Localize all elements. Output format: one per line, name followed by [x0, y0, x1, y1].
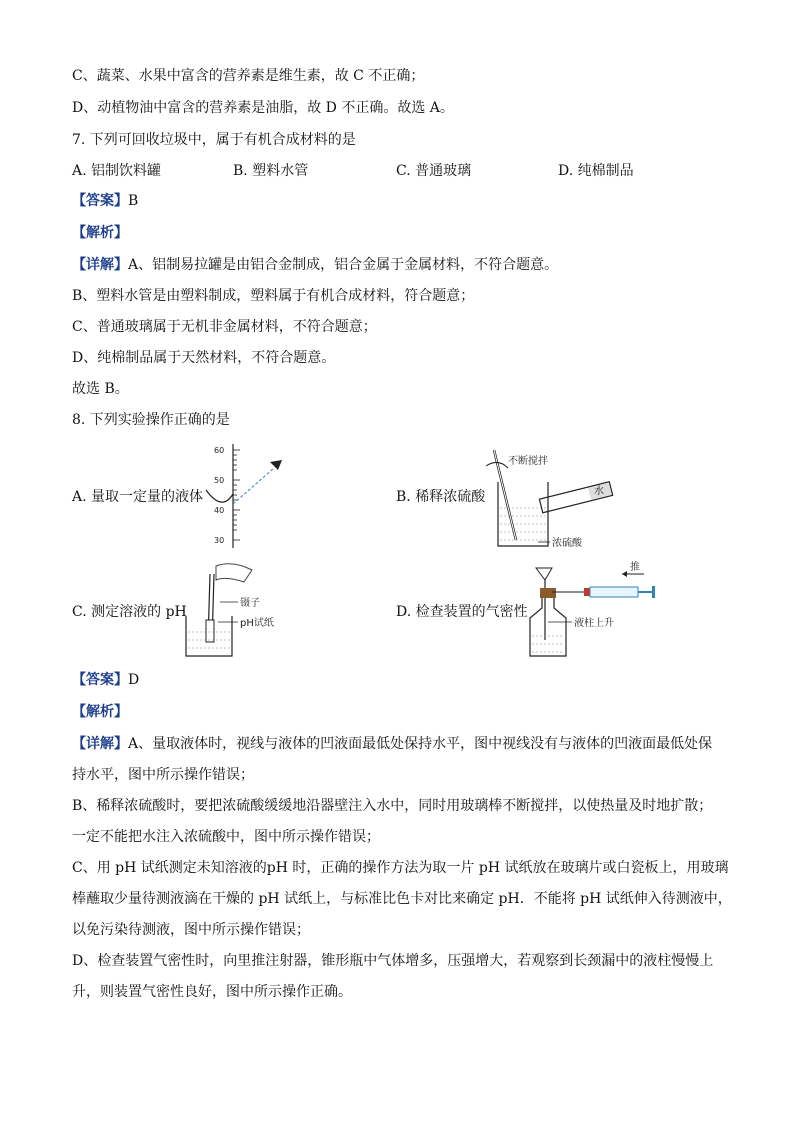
label-tweezers: 镊子 — [240, 598, 260, 609]
analysis-tag: 【解析】 — [72, 704, 128, 720]
q8-option-c: C. 测定溶液的 pH — [72, 604, 187, 620]
tick-label: 50 — [214, 476, 225, 485]
question-7: 7. 下列可回收垃圾中，属于有机合成材料的是 — [72, 132, 356, 148]
push-arrow-icon — [622, 571, 627, 577]
q8-option-a: A. 量取一定量的液体 — [72, 489, 204, 505]
text-line: 以免污染待测液，图中所示操作错误； — [72, 922, 310, 938]
text-line: 持水平，图中所示操作错误； — [72, 767, 254, 783]
detail-text: A、铝制易拉罐是由铝合金制成，铝合金属于金属材料，不符合题意。 — [128, 257, 559, 273]
q8-option-b: B. 稀释浓硫酸 — [396, 489, 486, 505]
label-push: 推 — [630, 562, 640, 573]
q7-answer-line — [72, 191, 138, 211]
q8-answer-line — [72, 670, 139, 690]
analysis-tag: 【解析】 — [72, 225, 128, 241]
figure-airtight-check — [526, 560, 666, 660]
text-line: 一定不能把水注入浓硫酸中，图中所示操作错误； — [72, 829, 380, 845]
detail-tag: 【详解】 — [72, 257, 128, 273]
syringe-icon — [590, 587, 638, 597]
answer-value: D — [128, 672, 140, 688]
label-water: 水 — [594, 486, 604, 497]
answer-value: B — [128, 193, 139, 209]
answer-tag: 【答案】 — [72, 193, 128, 209]
answer-tag: 【答案】 — [72, 672, 128, 688]
text-line: 升，则装置气密性良好，图中所示操作正确。 — [72, 984, 352, 1000]
label-column-rise: 液柱上升 — [574, 618, 614, 629]
text-line: D、动植物油中富含的营养素是油脂，故 D 不正确。故选 A。 — [72, 100, 454, 116]
label-ph-paper: pH试纸 — [240, 618, 274, 629]
figure-dilute-acid — [482, 442, 622, 552]
q7-analysis-tag — [72, 223, 128, 243]
q7-detail-line — [72, 255, 558, 275]
text-line: 棒蘸取少量待测液滴在干燥的 pH 试纸上，与标准比色卡对比来确定 pH．不能将 pH 试纸伸入待测液中， — [72, 891, 732, 907]
figure-measure-liquid — [200, 442, 300, 552]
q7-option-b: B. 塑料水管 — [233, 163, 309, 179]
text-line: C、蔬菜、水果中富含的营养素是维生素，故 C 不正确； — [72, 68, 425, 84]
hand-icon — [216, 564, 252, 582]
q8-option-d: D. 检查装置的气密性 — [396, 604, 528, 620]
text-line: B、塑料水管是由塑料制成，塑料属于有机合成材料，符合题意； — [72, 288, 475, 304]
label-acid: 浓硫酸 — [552, 538, 582, 549]
text-line: D、纯棉制品属于天然材料，不符合题意。 — [72, 350, 336, 366]
detail-text: A、量取液体时，视线与液体的凹液面最低处保持水平，图中视线没有与液体的凹液面最低处保 — [128, 736, 713, 752]
q7-option-a: A. 铝制饮料罐 — [72, 163, 162, 179]
eye-icon — [270, 460, 282, 470]
tick-label: 40 — [214, 506, 225, 515]
tick-label: 30 — [214, 536, 225, 545]
text-line: C、用 pH 试纸测定未知溶液的pH 时，正确的操作方法为取一片 pH 试纸放在玻璃片或白瓷板上，用玻璃 — [72, 860, 729, 876]
q8-detail-line — [72, 734, 712, 754]
text-line: C、普通玻璃属于无机非金属材料，不符合题意； — [72, 319, 377, 335]
q7-option-d: D. 纯棉制品 — [558, 163, 634, 179]
detail-tag: 【详解】 — [72, 736, 128, 752]
question-8: 8. 下列实验操作正确的是 — [72, 412, 230, 428]
text-line: D、检查装置气密性时，向里推注射器，锥形瓶中气体增多，压强增大，若观察到长颈漏中的液柱慢慢上 — [72, 953, 714, 969]
label-stir: 不断搅拌 — [508, 456, 548, 467]
tick-label: 60 — [214, 446, 225, 455]
text-line: B、稀释浓硫酸时，要把浓硫酸缓缓地沿器壁注入水中，同时用玻璃棒不断搅拌，以使热量及时地扩散； — [72, 798, 713, 814]
text-line: 故选 B。 — [72, 381, 129, 397]
q8-analysis-tag — [72, 702, 128, 722]
figure-measure-ph — [180, 560, 300, 660]
q7-option-c: C. 普通玻璃 — [396, 163, 472, 179]
